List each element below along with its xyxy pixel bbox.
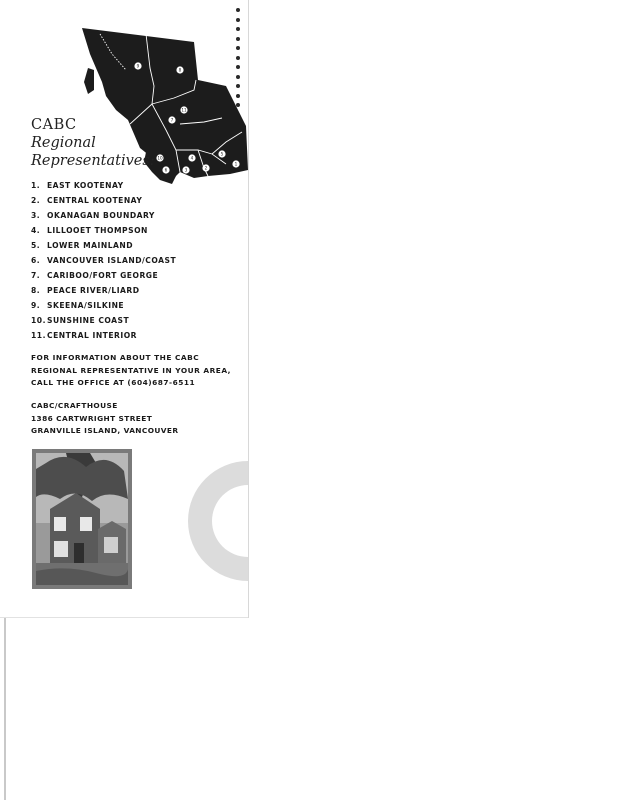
representatives-list bbox=[31, 178, 176, 343]
office-address bbox=[31, 400, 178, 438]
list-item: 8. PEACE RIVER/LIARD bbox=[31, 286, 140, 295]
page-heading bbox=[31, 116, 155, 170]
list-item: 2. CENTRAL KOOTENAY bbox=[31, 196, 143, 205]
region-2-label: 2 bbox=[204, 165, 208, 171]
list-item: 5. LOWER MAINLAND bbox=[31, 241, 134, 250]
list-item: 7. CARIBOO/FORT GEORGE bbox=[31, 271, 159, 280]
info-line-1: FOR INFORMATION ABOUT THE CABC bbox=[31, 353, 200, 362]
crafthouse-photo bbox=[36, 453, 128, 585]
address-line-3: GRANVILLE ISLAND, VANCOUVER bbox=[31, 426, 179, 435]
list-item: 11.CENTRAL INTERIOR bbox=[31, 331, 138, 340]
region-10-label: 10 bbox=[157, 155, 163, 161]
address-line-2: 1386 CARTWRIGHT STREET bbox=[31, 413, 153, 423]
region-1-label: 1 bbox=[234, 161, 238, 167]
decorative-letter-c bbox=[184, 461, 248, 581]
region-7-label: 7 bbox=[170, 117, 174, 123]
haida-gwaii bbox=[84, 68, 94, 94]
address-line-1: CABC/CRAFTHOUSE bbox=[31, 401, 118, 410]
info-line-2: REGIONAL REPRESENTATIVE IN YOUR AREA, bbox=[31, 365, 231, 375]
region-3-label: 3 bbox=[184, 167, 188, 173]
list-item: 3. OKANAGAN BOUNDARY bbox=[31, 211, 155, 220]
region-8-label: 8 bbox=[178, 67, 182, 73]
list-item: 6. VANCOUVER ISLAND/COAST bbox=[31, 256, 177, 265]
list-item: 4. LILLOOET THOMPSON bbox=[31, 226, 148, 235]
panel-bottom-edge bbox=[0, 617, 248, 618]
info-line-3: CALL THE OFFICE AT (604)687-6511 bbox=[31, 378, 196, 387]
region-9-label: 9 bbox=[136, 63, 140, 69]
heading-line-1: CABC bbox=[31, 117, 77, 133]
heading-line-2: Regional bbox=[31, 135, 96, 151]
heading-line-3: Representatives: bbox=[31, 153, 155, 169]
list-item: 1. EAST KOOTENAY bbox=[31, 181, 124, 190]
region-4-label: 4 bbox=[190, 155, 194, 161]
region-5-label: 5 bbox=[220, 151, 224, 157]
list-item: 9. SKEENA/SILKINE bbox=[31, 301, 125, 310]
region-6-label: 6 bbox=[164, 167, 168, 173]
contact-info bbox=[31, 352, 231, 390]
region-11-label: 11 bbox=[181, 107, 187, 113]
list-item: 10.SUNSHINE COAST bbox=[31, 316, 130, 325]
